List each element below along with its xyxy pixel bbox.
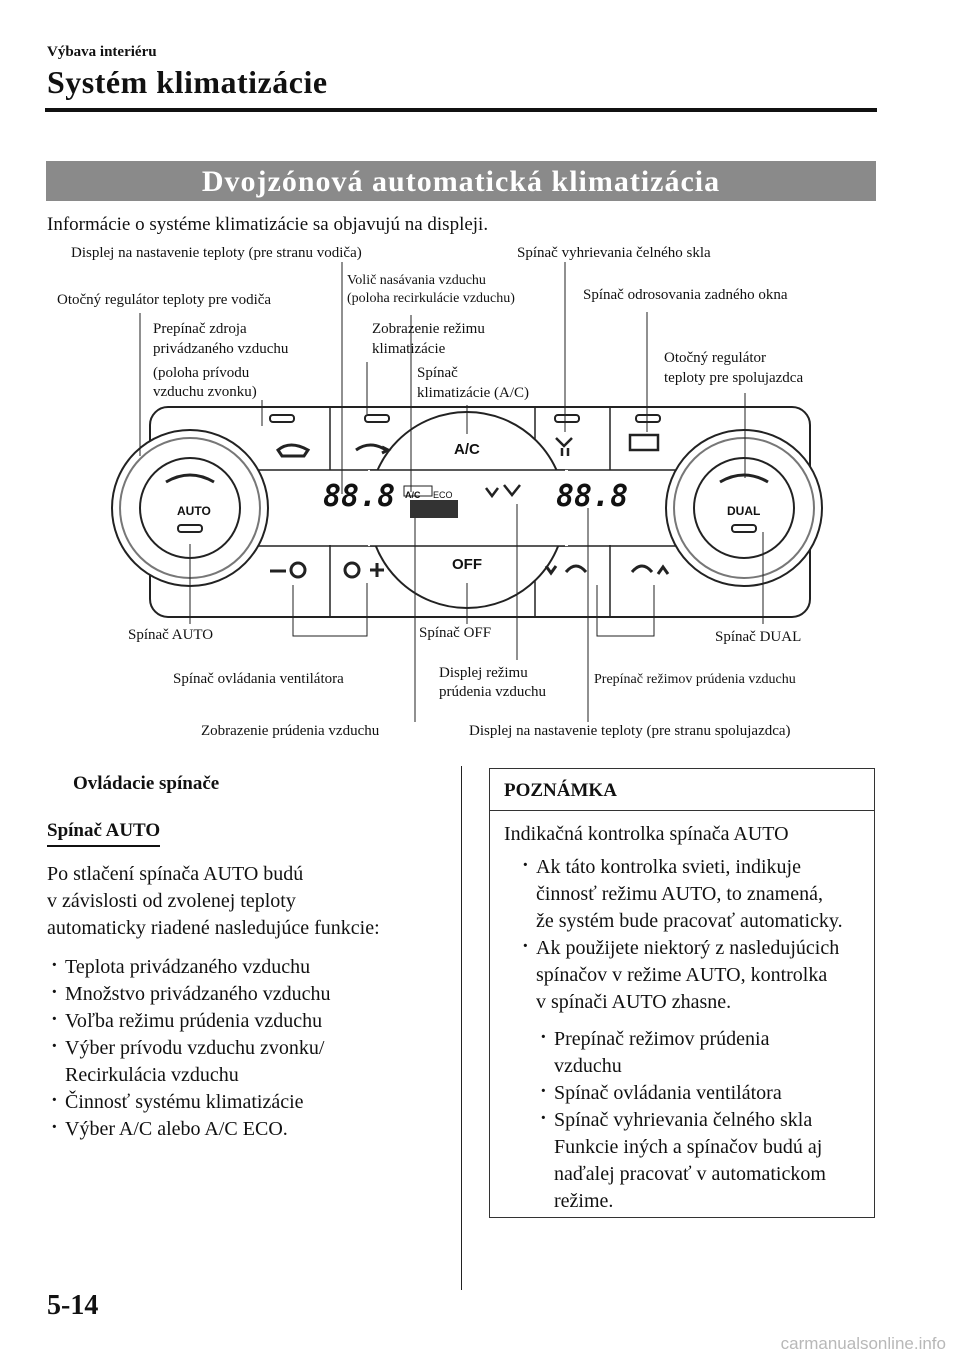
- list-item: · Výber prívodu vzduchu zvonku/: [47, 1035, 447, 1062]
- callout-intake-selector-2: (poloha recirkulácie vzduchu): [347, 291, 515, 306]
- note-title: Indikačná kontrolka spínača AUTO: [504, 823, 789, 845]
- dual-button-label: DUAL: [727, 504, 761, 518]
- list-item: · Teplota privádzaného vzduchu: [47, 954, 447, 981]
- list-item: · Množstvo privádzaného vzduchu: [47, 981, 447, 1008]
- auto-paragraph: [47, 861, 447, 942]
- note-line: Funkcie iných a spínačov budú aj: [554, 1136, 823, 1158]
- note-sub-bullet: · Spínač vyhrievania čelného skla: [536, 1107, 860, 1134]
- off-button-label: OFF: [452, 556, 482, 573]
- list-item: · Voľba režimu prúdenia vzduchu: [47, 1008, 447, 1035]
- note-bullet: · Ak použijete niektorý z nasledujúcich: [518, 935, 860, 962]
- note-line: že systém bude pracovať automaticky.: [536, 910, 843, 932]
- callout-airflow-display-1: Displej režimu: [439, 665, 528, 681]
- callout-rear-defrost: Spínač odrosovania zadného okna: [583, 287, 788, 303]
- note-line: činnosť režimu AUTO, to znamená,: [536, 883, 823, 905]
- auto-paragraph-line: v závislosti od zvolenej teploty: [47, 890, 296, 912]
- banner-heading: Dvojzónová automatická klimatizácia: [46, 161, 876, 201]
- auto-button-label: AUTO: [177, 504, 211, 518]
- section-label: Výbava interiéru: [47, 44, 157, 60]
- controls-heading: Ovládacie spínače: [73, 773, 220, 794]
- page-number: 5-14: [47, 1290, 99, 1321]
- callout-pass-temp-knob-2: teploty pre spolujazdca: [664, 370, 804, 386]
- callout-ac-mode-display-2: klimatizácie: [372, 341, 446, 357]
- ac-indicator: A/C: [405, 490, 421, 500]
- callout-pass-temp-display: Displej na nastavenie teploty (pre stranu spolujazdca): [469, 723, 791, 739]
- callout-fresh-air-4: vzduchu zvonku): [153, 384, 257, 400]
- driver-temp-digits: 88.8: [323, 479, 396, 514]
- callout-auto-switch: Spínač AUTO: [128, 627, 214, 643]
- callout-intake-selector-1: Volič nasávania vzduchu: [347, 273, 486, 288]
- ac-button-label: A/C: [454, 441, 480, 458]
- column-divider: [461, 766, 462, 1290]
- note-line: v spínači AUTO zhasne.: [536, 991, 732, 1013]
- callout-windshield-switch: Spínač vyhrievania čelného skla: [517, 245, 711, 261]
- note-sub-bullet: · Spínač ovládania ventilátora: [536, 1080, 860, 1107]
- callout-ac-switch-2: klimatizácie (A/C): [417, 385, 530, 401]
- note-line: spínačov v režime AUTO, kontrolka: [536, 964, 828, 986]
- note-body: [490, 811, 874, 1215]
- callout-fresh-air-3: (poloha prívodu: [153, 365, 250, 381]
- callout-airflow-selector: Prepínač režimov prúdenia vzduchu: [594, 672, 796, 687]
- eco-indicator: ECO: [433, 490, 453, 500]
- callout-driver-temp-display: Displej na nastavenie teploty (pre stranu vodiča): [71, 245, 362, 261]
- callout-pass-temp-knob-1: Otočný regulátor: [664, 350, 767, 366]
- page-title: Systém klimatizácie: [47, 64, 328, 100]
- callout-fresh-air-1: Prepínač zdroja: [153, 321, 247, 337]
- callout-ac-switch-1: Spínač: [417, 365, 458, 381]
- callout-airflow-display-2: prúdenia vzduchu: [439, 684, 547, 700]
- auto-paragraph-line: automaticky riadené nasledujúce funkcie:: [47, 917, 380, 939]
- list-item: · Výber A/C alebo A/C ECO.: [47, 1116, 447, 1143]
- callout-off-switch: Spínač OFF: [419, 625, 492, 641]
- controls-section: [47, 770, 447, 1143]
- callout-dual-switch: Spínač DUAL: [715, 629, 802, 645]
- intro-text: Informácie o systéme klimatizácie sa objavujú na displeji.: [47, 214, 489, 235]
- note-line: vzduchu: [554, 1055, 622, 1077]
- auto-switch-subheading: Spínač AUTO: [47, 817, 160, 847]
- note-sub-bullet: · Prepínač režimov prúdenia: [536, 1026, 860, 1053]
- watermark: carmanualsonline.info: [780, 1334, 946, 1353]
- note-heading: POZNÁMKA: [490, 769, 874, 811]
- callout-airflow-indicator: Zobrazenie prúdenia vzduchu: [201, 723, 380, 739]
- note-bullet: · Ak táto kontrolka svieti, indikuje: [518, 854, 860, 881]
- callout-driver-temp-knob: Otočný regulátor teploty pre vodiča: [57, 292, 272, 308]
- callout-ac-mode-display-1: Zobrazenie režimu: [372, 321, 485, 337]
- note-box: [489, 768, 875, 1218]
- auto-paragraph-line: Po stlačení spínača AUTO budú: [47, 863, 304, 885]
- passenger-temp-digits: 88.8: [556, 479, 629, 514]
- note-line: režime.: [554, 1190, 614, 1212]
- list-item: · Činnosť systému klimatizácie: [47, 1089, 447, 1116]
- callout-fan-switch: Spínač ovládania ventilátora: [173, 671, 344, 687]
- note-line: naďalej pracovať v automatickom: [554, 1163, 826, 1185]
- list-item-continuation: Recirkulácia vzduchu: [65, 1064, 239, 1086]
- callout-fresh-air-2: privádzaného vzduchu: [153, 341, 289, 357]
- auto-functions-list: [47, 954, 447, 1143]
